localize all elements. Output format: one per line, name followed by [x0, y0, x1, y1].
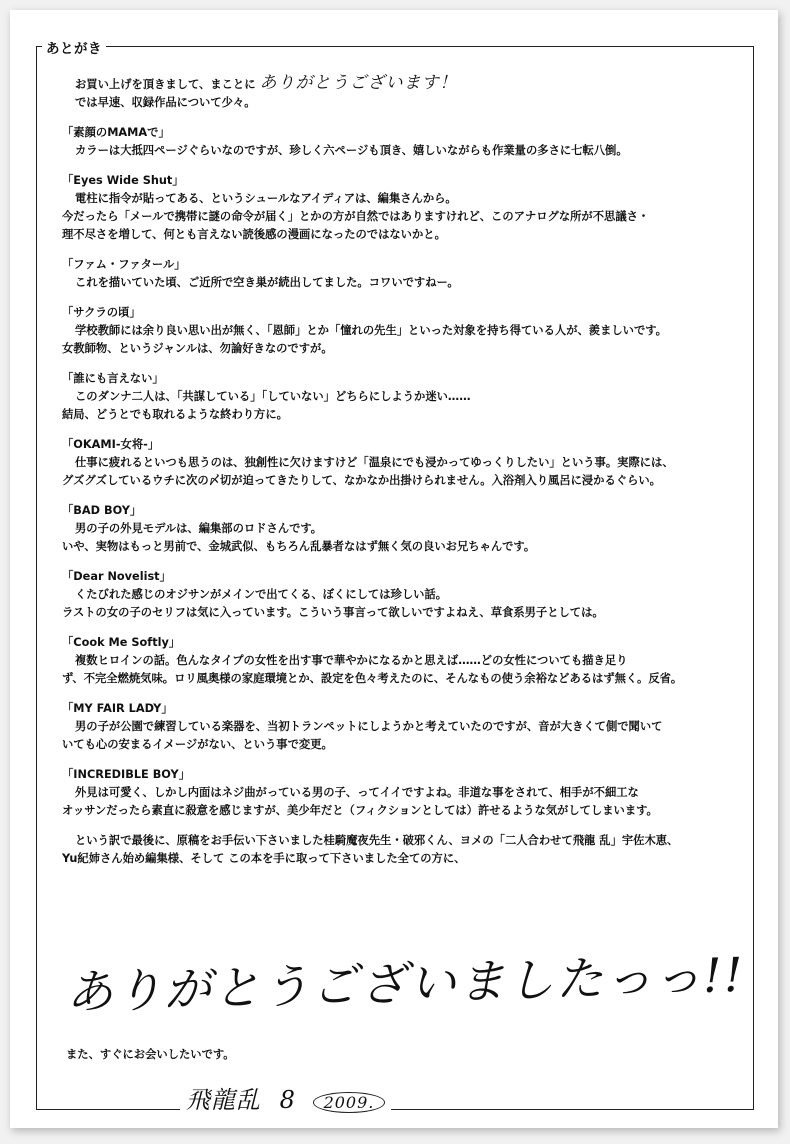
signature-year: 2009. [313, 1092, 386, 1113]
section-line: オッサンだったら素直に殺意を感じますが、美少年だと（フィクションとしては）許せるような気がしてしまいます。 [62, 804, 658, 817]
section-line: グズグズしているウチに次の〆切が迫ってきたりして、なかなか出掛けられません。入浴剤入り風呂に浸かるぐらい。 [62, 474, 661, 487]
section-line: これを描いていた頃、ご近所で空き巣が続出してました。コワいですねー。 [75, 276, 459, 289]
thanks-line-2: Yu紀姉さん始め編集様、そして この本を手に取って下さいました全ての方に、 [62, 852, 466, 865]
section-title: 「MY FAIR LADY」 [62, 702, 173, 715]
section-line: 学校教師には余り良い思い出が無く、「恩師」とか「憧れの先生」といった対象を持ち得ている人が、羨ましいです。 [75, 324, 667, 337]
afterword-body [62, 74, 752, 868]
author-signature [180, 1080, 391, 1115]
section-line: 複数ヒロインの話。色んなタイプの女性を出す事で華やかになるかと思えば……どの女性についても描き足り [75, 654, 628, 667]
page-title: あとがき [42, 37, 106, 57]
section-line: いや、実物はもっと男前で、金城武似、もちろん乱暴者なはず無く気の良いお兄ちゃんです。 [62, 540, 536, 553]
section-title: 「Eyes Wide Shut」 [62, 174, 184, 187]
closing-line: また、すぐにお会いしたいです。 [66, 1048, 235, 1061]
section-line: ラストの女の子のセリフは気に入っています。こういう事言って欲しいですよねえ、草食系男子としては。 [62, 606, 604, 619]
intro-line-1 [62, 74, 752, 94]
section-line: 結局、どうとでも取れるような終わり方に。 [62, 408, 288, 421]
intro-line-2: では早速、収録作品について少々。 [75, 96, 256, 109]
section-title: 「OKAMI-女将-」 [62, 438, 160, 451]
section-line: 女教師物、というジャンルは、勿論好きなのですが。 [62, 342, 333, 355]
section-title: 「BAD BOY」 [62, 504, 142, 517]
section-line: 今だったら「メールで携帯に謎の命令が届く」とかの方が自然ではありますけれど、このアナログな所が不思議さ・ [62, 210, 650, 223]
section-line: いても心の安まるイメージがない、という事で変更。 [62, 738, 333, 751]
section-line: 外見は可愛く、しかし内面はネジ曲がっている男の子、ってイイですよね。非道な事をされて、相手が不細工な [75, 786, 639, 799]
handwritten-thanks-small: ありがとうございます！ [259, 73, 458, 93]
section-line: 男の子が公園で練習している楽器を、当初トランペットにしようかと考えていたのですが、音が大きくて側で聞いて [75, 720, 663, 733]
section-line: 電柱に指令が貼ってある、というシュールなアイディアは、編集さんから。 [75, 192, 457, 205]
section-line: このダンナ二人は、「共謀している」「していない」どちらにしようか迷い…… [75, 390, 471, 403]
section-line: ず、不完全燃焼気味。ロリ風奥様の家庭環境とか、設定を色々考えたのに、そんなもの使う余裕などあるはず無く。反省。 [62, 672, 683, 685]
section-title: 「Cook Me Softly」 [62, 636, 181, 649]
section-title: 「サクラの頃」 [62, 306, 141, 319]
section-title: 「誰にも言えない」 [62, 372, 164, 385]
sections-list [62, 124, 752, 820]
signature-name: 飛龍乱 [186, 1086, 261, 1114]
section-title: 「ファム・ファタール」 [62, 258, 186, 271]
handwritten-thanks-large: ありがとうございましたっっ!! [65, 947, 746, 1021]
thanks-line-1: という訳で最後に、原稿をお手伝い下さいました桂騎魔夜先生・破邪くん、ヨメの「二人合わせて飛龍 乱」宇佐木恵、 [75, 834, 679, 847]
section-title: 「INCREDIBLE BOY」 [62, 768, 190, 781]
section-line: カラーは大抵四ページぐらいなのですが、珍しく六ページも頂き、嬉しいながらも作業量の多さに七転八倒。 [75, 144, 628, 157]
section-title: 「素顔のMAMAで」 [62, 126, 170, 139]
section-title: 「Dear Novelist」 [62, 570, 171, 583]
section-line: くたびれた感じのオジサンがメインで出てくる、ぼくにしては珍しい話。 [75, 588, 448, 601]
section-line: 理不尽さを増して、何とも言えない読後感の漫画になったのではないかと。 [62, 228, 446, 241]
section-line: 仕事に疲れるといつも思うのは、独創性に欠けますけど「温泉にでも浸かってゆっくりしたい」という事。実際には、 [75, 456, 674, 469]
section-line: 男の子の外見モデルは、編集部のロドさんです。 [75, 522, 323, 535]
signature-initial: 8 [279, 1086, 296, 1114]
intro-text: お買い上げを頂きまして、まことに [75, 78, 256, 91]
